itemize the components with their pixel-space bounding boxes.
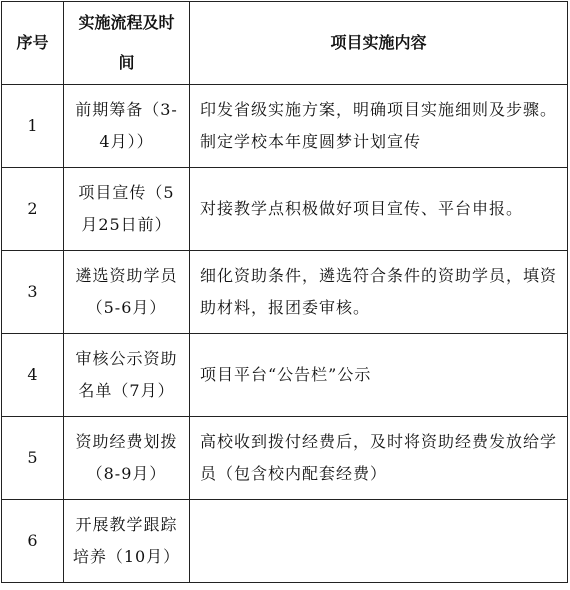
header-time: 实施流程及时间 xyxy=(64,2,190,85)
table-row xyxy=(2,85,568,168)
row-content: 细化资助条件，遴选符合条件的资助学员，填资助材料，报团委审核。 xyxy=(190,251,568,334)
row-number: 3 xyxy=(2,251,64,334)
table-header-row xyxy=(2,2,568,85)
row-number: 6 xyxy=(2,500,64,583)
row-content: 对接教学点积极做好项目宣传、平台申报。 xyxy=(190,168,568,251)
row-content: 项目平台“公告栏”公示 xyxy=(190,334,568,417)
row-time: 开展教学跟踪培养（10月） xyxy=(64,500,190,583)
row-number: 2 xyxy=(2,168,64,251)
table-row xyxy=(2,334,568,417)
row-number: 4 xyxy=(2,334,64,417)
row-time: 资助经费划拨（8-9月） xyxy=(64,417,190,500)
row-number: 1 xyxy=(2,85,64,168)
row-time: 前期筹备（3-4月）） xyxy=(64,85,190,168)
header-content: 项目实施内容 xyxy=(190,2,568,85)
row-content: 高校收到拨付经费后，及时将资助经费发放给学员（包含校内配套经费） xyxy=(190,417,568,500)
row-content: 印发省级实施方案，明确项目实施细则及步骤。制定学校本年度圆梦计划宣传 xyxy=(190,85,568,168)
table-row xyxy=(2,251,568,334)
row-number: 5 xyxy=(2,417,64,500)
row-time: 项目宣传（5月25日前） xyxy=(64,168,190,251)
table-row xyxy=(2,417,568,500)
row-time: 审核公示资助名单（7月） xyxy=(64,334,190,417)
row-content xyxy=(190,500,568,583)
row-time: 遴选资助学员（5-6月） xyxy=(64,251,190,334)
implementation-table xyxy=(1,1,568,583)
table-row xyxy=(2,500,568,583)
header-no: 序号 xyxy=(2,2,64,85)
table-row xyxy=(2,168,568,251)
